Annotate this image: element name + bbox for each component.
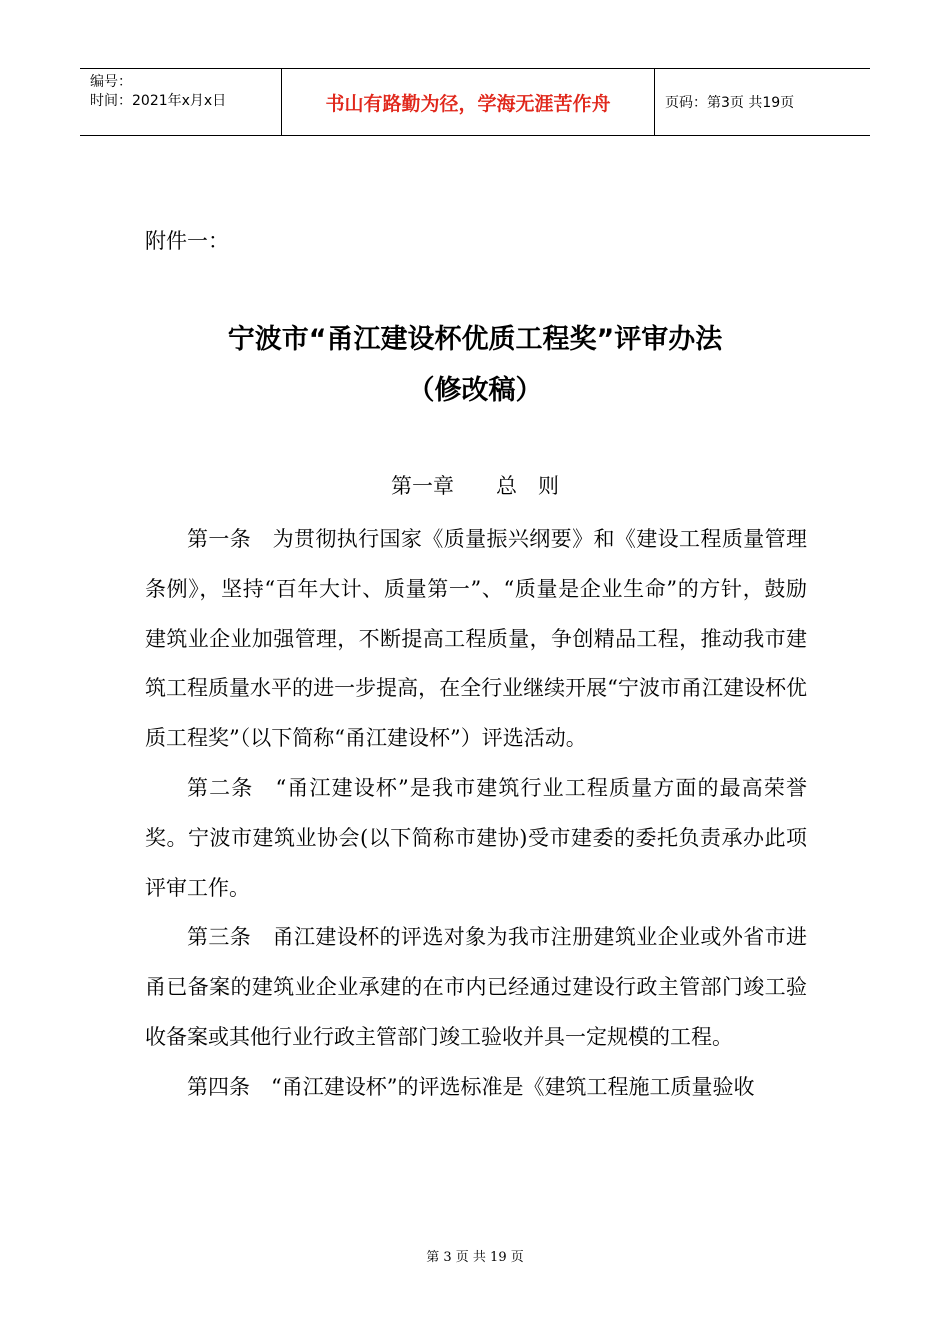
header-motto: 书山有路勤为径，学海无涯苦作舟 bbox=[282, 69, 655, 135]
page-footer: 第 3 页 共 19 页 bbox=[426, 1250, 524, 1265]
chapter-heading: 第一章 总 则 bbox=[391, 474, 559, 498]
paragraph-article-1: 第一条 为贯彻执行国家《质量振兴纲要》和《建设工程质量管理条例》，坚持“百年大计、质量第一”、“质量是企业生命”的方针，鼓励建筑业企业加强管理，不断提高工程质量，争创精品工程，推动我市建筑工程质量水平的进一步提高，在全行业继续开展“宁波市甬江建设杯优质工程奖”（以下简称“甬江建设杯”）评选活动。 bbox=[145, 527, 807, 751]
paragraph-article-4: 第四条 “甬江建设杯”的评选标准是《建筑工程施工质量验收 bbox=[187, 1074, 755, 1099]
paragraph-article-3: 第三条 甬江建设杯的评选对象为我市注册建筑业企业或外省市进甬已备案的建筑业企业承建的在市内已经通过建设行政主管部门竣工验收备案或其他行业行政主管部门竣工验收并具一定规模的工程。 bbox=[145, 925, 807, 1049]
document-title: 宁波市“甬江建设杯优质工程奖”评审办法 bbox=[227, 324, 723, 355]
number-label: 编号： bbox=[90, 74, 132, 90]
header-meta bbox=[80, 69, 282, 135]
attachment-label: 附件一： bbox=[145, 229, 229, 253]
document-body bbox=[145, 515, 807, 1113]
page-header bbox=[80, 68, 870, 136]
time-label: 时间：2021年x月x日 bbox=[90, 93, 227, 109]
header-page-info: 页码：第3页 共19页 bbox=[665, 95, 795, 111]
paragraph-article-2: 第二条 “甬江建设杯”是我市建筑行业工程质量方面的最高荣誉奖。宁波市建筑业协会(以下简称市建协)受市建委的委托负责承办此项评审工作。 bbox=[145, 775, 807, 900]
document-subtitle: （修改稿） bbox=[407, 375, 543, 406]
